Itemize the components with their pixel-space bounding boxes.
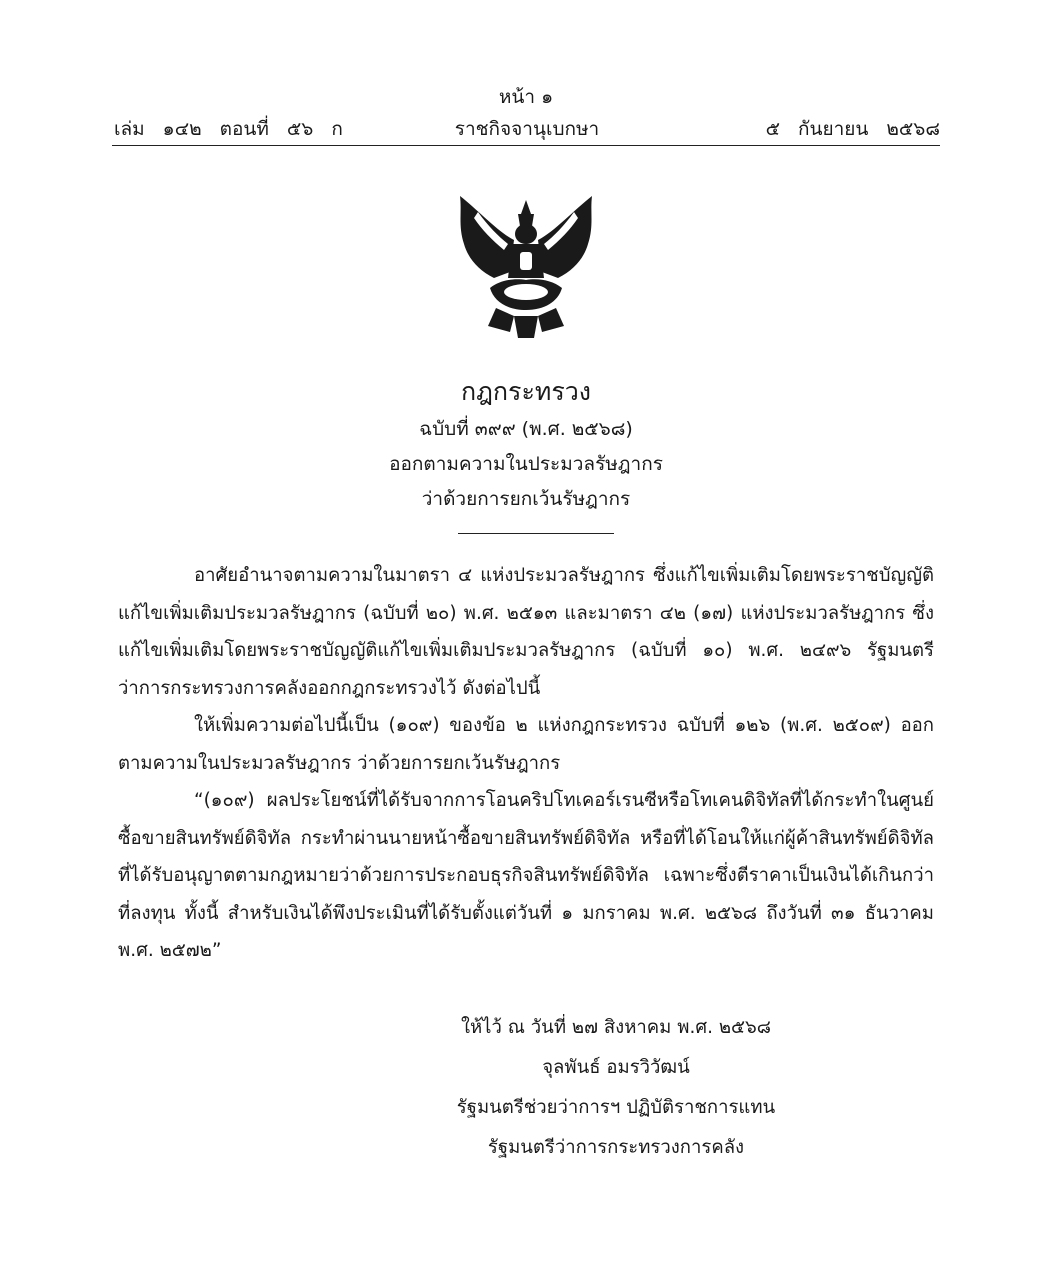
date-month: กันยายน <box>797 118 869 140</box>
document-issue: ฉบับที่ ๓๙๙ (พ.ศ. ๒๕๖๘) <box>419 418 633 440</box>
volume-label: เล่ม <box>114 118 145 140</box>
document-subtitle-1: ออกตามความในประมวลรัษฎากร <box>389 453 663 475</box>
gazette-header <box>114 114 940 142</box>
title-divider <box>458 533 614 534</box>
volume-number: ๑๔๒ <box>162 118 202 140</box>
body-paragraph-3: “(๑๐๙) ผลประโยชน์ที่ได้รับจากการโอนคริปโทเคอร์เรนซีหรือโทเคนดิจิทัลที่ได้กระทำในศูนย์ซื้อขายสินทรัพย์ดิจิทัล กระทำผ่านนายหน้าซื้อขายสินทรัพย์ดิจิทัล หรือที่ได้โอนให้แก่ผู้ค้าสินทรัพย์ดิจิทัล ที่ได้รับอนุญาตตามกฎหมายว่าด้วยการประกอบธุรกิจสินทรัพย์ดิจิทัล เฉพาะซึ่งตีราคาเป็นเงินได้เกินกว่าที่ลงทุน ทั้งนี้ สำหรับเงินได้พึงประเมินที่ได้รับตั้งแต่วันที่ ๑ มกราคม พ.ศ. ๒๕๖๘ ถึงวันที่ ๓๑ ธันวาคม พ.ศ. ๒๕๗๒” <box>118 790 934 961</box>
signatory-name: จุลพันธ์ อมรวิวัฒน์ <box>542 1057 690 1078</box>
signature-block <box>0 1008 1052 1168</box>
section-type: ก <box>331 118 343 140</box>
date-day: ๕ <box>765 118 780 140</box>
title-block <box>0 372 1052 517</box>
section-label: ตอนที่ <box>219 118 269 140</box>
header-divider <box>112 145 940 146</box>
header-date <box>748 114 940 144</box>
given-on-date: ให้ไว้ ณ วันที่ ๒๗ สิงหาคม พ.ศ. ๒๕๖๘ <box>460 1017 772 1038</box>
document-subtitle-2: ว่าด้วยการยกเว้นรัษฎากร <box>421 488 631 510</box>
gazette-name: ราชกิจจานุเบกษา <box>454 118 600 140</box>
date-year: ๒๕๖๘ <box>886 118 940 140</box>
document-title: กฎกระทรวง <box>460 377 592 406</box>
garuda-emblem-icon <box>448 192 604 342</box>
regulation-body <box>118 557 934 970</box>
signatory-position-1: รัฐมนตรีช่วยว่าการฯ ปฏิบัติราชการแทน <box>456 1097 776 1118</box>
signatory-position-2: รัฐมนตรีว่าการกระทรวงการคลัง <box>487 1137 745 1158</box>
section-number: ๕๖ <box>286 118 314 140</box>
page-number: หน้า ๑ <box>498 86 554 108</box>
body-paragraph-1: อาศัยอำนาจตามความในมาตรา ๔ แห่งประมวลรัษฎากร ซึ่งแก้ไขเพิ่มเติมโดยพระราชบัญญัติแก้ไขเพิ่มเติมประมวลรัษฎากร (ฉบับที่ ๒๐) พ.ศ. ๒๕๑๓ และมาตรา ๔๒ (๑๗) แห่งประมวลรัษฎากร ซึ่งแก้ไขเพิ่มเติมโดยพระราชบัญญัติแก้ไขเพิ่มเติมประมวลรัษฎากร (ฉบับที่ ๑๐) พ.ศ. ๒๔๙๖ รัฐมนตรีว่าการกระทรวงการคลังออกกฎกระทรวงไว้ ดังต่อไปนี้ <box>118 565 934 699</box>
body-paragraph-2: ให้เพิ่มความต่อไปนี้เป็น (๑๐๙) ของข้อ ๒ แห่งกฎกระทรวง ฉบับที่ ๑๒๖ (พ.ศ. ๒๕๐๙) ออกตามความในประมวลรัษฎากร ว่าด้วยการยกเว้นรัษฎากร <box>118 715 934 774</box>
